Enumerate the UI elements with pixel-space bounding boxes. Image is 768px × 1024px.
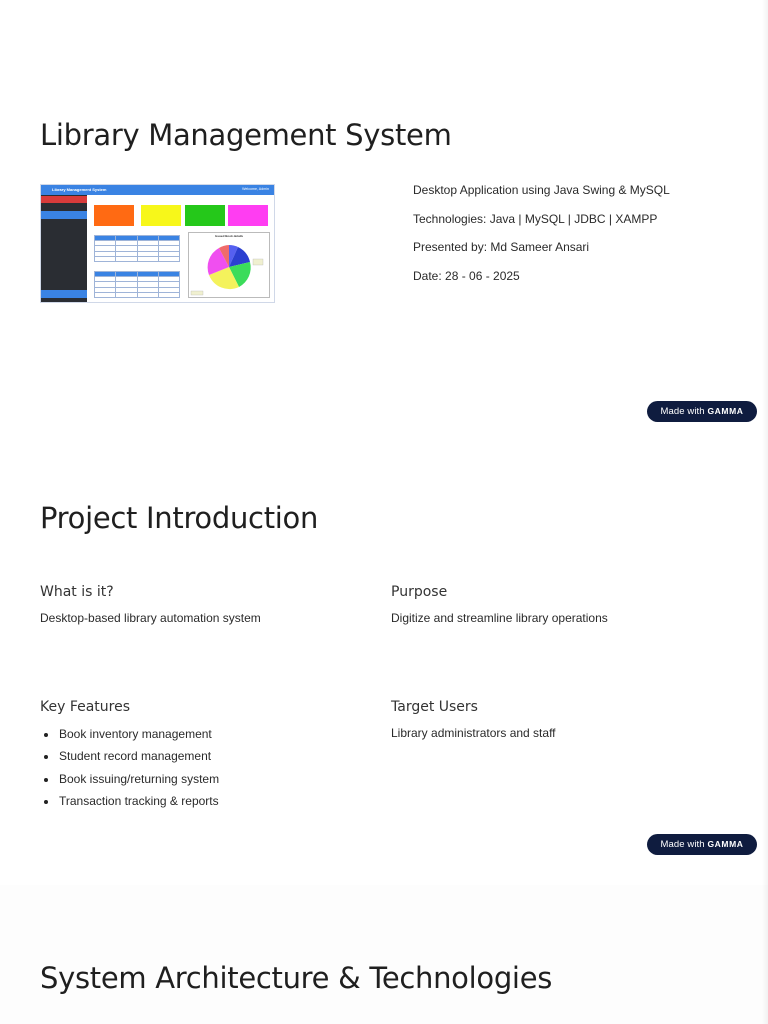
app-sidebar-item [41,196,87,203]
made-with-gamma-badge[interactable] [647,834,757,855]
badge-brand: GAMMA [707,406,744,416]
introduction-slide [0,445,768,885]
app-sidebar-item [41,219,87,226]
users-heading: Target Users [391,699,478,715]
pie-title: Issued Book details [214,234,244,238]
presentation-info [413,183,670,298]
purpose-text: Digitize and streamline library operations [391,611,608,625]
app-sidebar-item [41,243,87,250]
slide-title: Library Management System [40,118,452,152]
badge-brand: GAMMA [707,839,744,849]
app-screenshot [40,184,275,303]
book-table [94,271,180,298]
page-edge-shadow [762,0,768,1024]
app-sidebar-item [41,290,87,297]
pie-chart [189,233,269,297]
info-line: Technologies: Java | MySQL | JDBC | XAMPP [413,211,658,226]
feature-item: Book issuing/returning system [40,772,219,794]
title-slide [0,0,768,445]
purpose-heading: Purpose [391,584,448,600]
architecture-slide [0,885,768,1024]
made-with-gamma-badge[interactable] [647,401,757,422]
badge-prefix: Made with [660,406,705,417]
pie-label-box [191,291,203,295]
stat-card [228,205,268,226]
app-sidebar-item [41,211,87,218]
app-sidebar-item [41,203,87,210]
student-table [94,235,180,262]
users-text: Library administrators and staff [391,726,556,740]
features-list [40,727,219,816]
app-sidebar-item [41,235,87,242]
what-heading: What is it? [40,584,114,600]
pie-chart-panel [188,232,270,298]
info-line: Desktop Application using Java Swing & MySQL [413,183,670,197]
app-sidebar-item [41,251,87,258]
slide-title: System Architecture & Technologies [40,961,553,995]
stat-card [94,205,134,226]
pie-label-box [253,259,263,265]
app-user-label: Welcome, Admin [242,187,269,191]
app-sidebar-item [41,282,87,289]
app-title-bar [41,185,274,195]
feature-item: Student record management [40,749,219,771]
badge-prefix: Made with [660,839,705,850]
app-sidebar-item [41,259,87,266]
slide-title: Project Introduction [40,501,319,535]
app-sidebar-item [41,227,87,234]
info-line: Presented by: Md Sameer Ansari [413,240,590,255]
stat-card [185,205,225,226]
app-sidebar-item [41,267,87,274]
what-text: Desktop-based library automation system [40,611,261,625]
stat-card [141,205,181,226]
app-sidebar [41,195,87,302]
app-sidebar-item [41,275,87,282]
feature-item: Transaction tracking & reports [40,794,219,816]
features-heading: Key Features [40,699,131,715]
info-line: Date: 28 - 06 - 2025 [413,269,520,284]
app-title: Library Management System [52,187,107,192]
feature-item: Book inventory management [40,727,219,749]
